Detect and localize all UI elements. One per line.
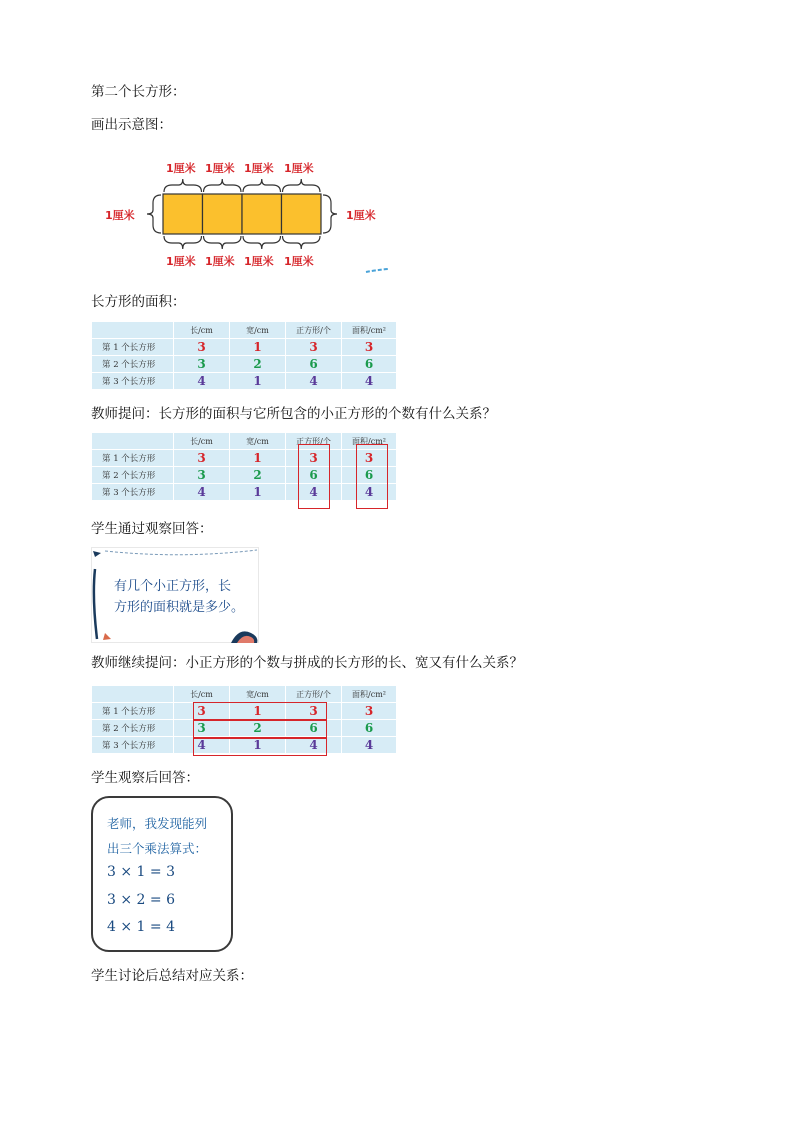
table-cell: 3 [286, 339, 342, 356]
highlight-row-2 [193, 720, 327, 738]
heading-area: 长方形的面积： [91, 294, 186, 310]
table-cell: 6 [342, 356, 397, 373]
row-label: 第 2 个长方形 [92, 720, 174, 737]
table-cell: 1 [230, 450, 286, 467]
table-row [92, 467, 397, 484]
row-label: 第 3 个长方形 [92, 484, 174, 501]
rectangle-diagram [98, 154, 392, 276]
diagram-bottom-label: 1厘米 [244, 255, 274, 268]
table-header-cell: 面积/cm² [342, 322, 397, 339]
row-label: 第 3 个长方形 [92, 373, 174, 390]
table-cell: 4 [174, 484, 230, 501]
table-cell: 3 [286, 450, 342, 467]
table-header-row [92, 433, 397, 450]
right-brace [323, 195, 337, 233]
diagram-left-label: 1厘米 [105, 209, 135, 222]
card1-line-1: 有几个小正方形，长 [114, 579, 232, 594]
table-cell: 4 [342, 373, 397, 390]
unit-square [242, 194, 282, 234]
summary-heading: 学生讨论后总结对应关系： [91, 968, 253, 984]
table-cell: 6 [342, 467, 397, 484]
highlight-area-column [356, 444, 388, 509]
bottom-brace [243, 236, 281, 249]
unit-square [282, 194, 322, 234]
table-cell: 1 [230, 339, 286, 356]
top-brace [204, 179, 242, 192]
table-cell: 1 [230, 373, 286, 390]
table-cell: 3 [286, 703, 342, 720]
table-cell: 3 [174, 703, 230, 720]
table-cell: 2 [230, 467, 286, 484]
table-header-cell [92, 322, 174, 339]
heading-draw-diagram: 画出示意图： [91, 117, 172, 133]
student-speech-card-2 [91, 796, 233, 952]
table-row [92, 356, 397, 373]
table-header-cell: 宽/cm [230, 433, 286, 450]
table-cell: 4 [286, 373, 342, 390]
table-cell: 4 [174, 737, 230, 754]
area-table [91, 321, 397, 390]
table-cell: 6 [342, 720, 397, 737]
table-header-cell: 长/cm [174, 322, 230, 339]
row-label: 第 3 个长方形 [92, 737, 174, 754]
card2-line-2: 出三个乘法算式： [107, 841, 208, 856]
table-header-row [92, 322, 397, 339]
table-header-cell: 正方形/个 [286, 686, 342, 703]
table-cell: 3 [174, 356, 230, 373]
diagram-top-label: 1厘米 [284, 162, 314, 175]
unit-square [203, 194, 243, 234]
table-header-cell: 正方形/个 [286, 322, 342, 339]
table-cell: 1 [230, 484, 286, 501]
equation-3: 4 × 1 = 4 [107, 919, 175, 935]
diagram-right-label: 1厘米 [346, 209, 376, 222]
table-cell: 4 [342, 737, 397, 754]
table-row [92, 484, 397, 501]
diagram-top-label: 1厘米 [166, 162, 196, 175]
table-cell: 3 [342, 339, 397, 356]
table-cell: 6 [286, 356, 342, 373]
table-cell: 1 [230, 703, 286, 720]
bottom-brace [283, 236, 321, 249]
table-header-cell: 长/cm [174, 686, 230, 703]
card1-text [114, 576, 244, 618]
table-header-cell: 长/cm [174, 433, 230, 450]
row-label: 第 1 个长方形 [92, 703, 174, 720]
area-table-highlighted [91, 432, 397, 501]
equation-1: 3 × 1 = 3 [107, 864, 175, 880]
top-brace [283, 179, 321, 192]
table-cell: 3 [342, 703, 397, 720]
table-cell: 3 [174, 720, 230, 737]
highlight-row-1 [193, 702, 327, 720]
diagram-bottom-label: 1厘米 [205, 255, 235, 268]
table-cell: 3 [174, 467, 230, 484]
student-speech-card-1 [91, 547, 259, 643]
row-label: 第 1 个长方形 [92, 450, 174, 467]
decorative-swoosh [366, 269, 388, 272]
table-cell: 6 [286, 467, 342, 484]
teacher-question-1: 教师提问：长方形的面积与它所包含的小正方形的个数有什么关系？ [91, 406, 496, 422]
table-header-row [92, 686, 397, 703]
diagram-bottom-label: 1厘米 [284, 255, 314, 268]
bottom-brace [204, 236, 242, 249]
diagram-top-label: 1厘米 [205, 162, 235, 175]
table-cell: 4 [286, 484, 342, 501]
table-cell: 3 [342, 450, 397, 467]
highlight-row-3 [193, 738, 327, 756]
diagram-top-label: 1厘米 [244, 162, 274, 175]
card2-line-1: 老师，我发现能列 [107, 816, 208, 831]
table-cell: 4 [342, 484, 397, 501]
table-cell: 3 [174, 450, 230, 467]
heading-second-rectangle: 第二个长方形： [91, 84, 186, 100]
student-observe-answer: 学生通过观察回答： [91, 521, 213, 537]
table-cell: 2 [230, 720, 286, 737]
table-row [92, 373, 397, 390]
table-cell: 3 [174, 339, 230, 356]
table-header-cell: 宽/cm [230, 686, 286, 703]
table-header-cell: 面积/cm² [342, 433, 397, 450]
card1-line-2: 方形的面积就是多少。 [114, 600, 245, 615]
table-cell: 4 [174, 373, 230, 390]
left-brace [147, 195, 161, 233]
row-label: 第 2 个长方形 [92, 356, 174, 373]
table-header-cell: 正方形/个 [286, 433, 342, 450]
unit-square [163, 194, 203, 234]
teacher-question-2: 教师继续提问：小正方形的个数与拼成的长方形的长、宽又有什么关系？ [91, 655, 523, 671]
table-cell: 2 [230, 356, 286, 373]
equation-2: 3 × 2 = 6 [107, 892, 175, 908]
bottom-brace [164, 236, 202, 249]
top-brace [243, 179, 281, 192]
table-cell: 1 [230, 737, 286, 754]
highlight-squares-column [298, 444, 330, 509]
table-row [92, 339, 397, 356]
student-answer-heading: 学生观察后回答： [91, 770, 199, 786]
table-row [92, 450, 397, 467]
table-header-cell: 面积/cm² [342, 686, 397, 703]
table-cell: 4 [286, 737, 342, 754]
top-brace [164, 179, 202, 192]
table-header-cell: 宽/cm [230, 322, 286, 339]
diagram-bottom-label: 1厘米 [166, 255, 196, 268]
row-label: 第 1 个长方形 [92, 339, 174, 356]
table-cell: 6 [286, 720, 342, 737]
row-label: 第 2 个长方形 [92, 467, 174, 484]
table-header-cell [92, 433, 174, 450]
table-header-cell [92, 686, 174, 703]
